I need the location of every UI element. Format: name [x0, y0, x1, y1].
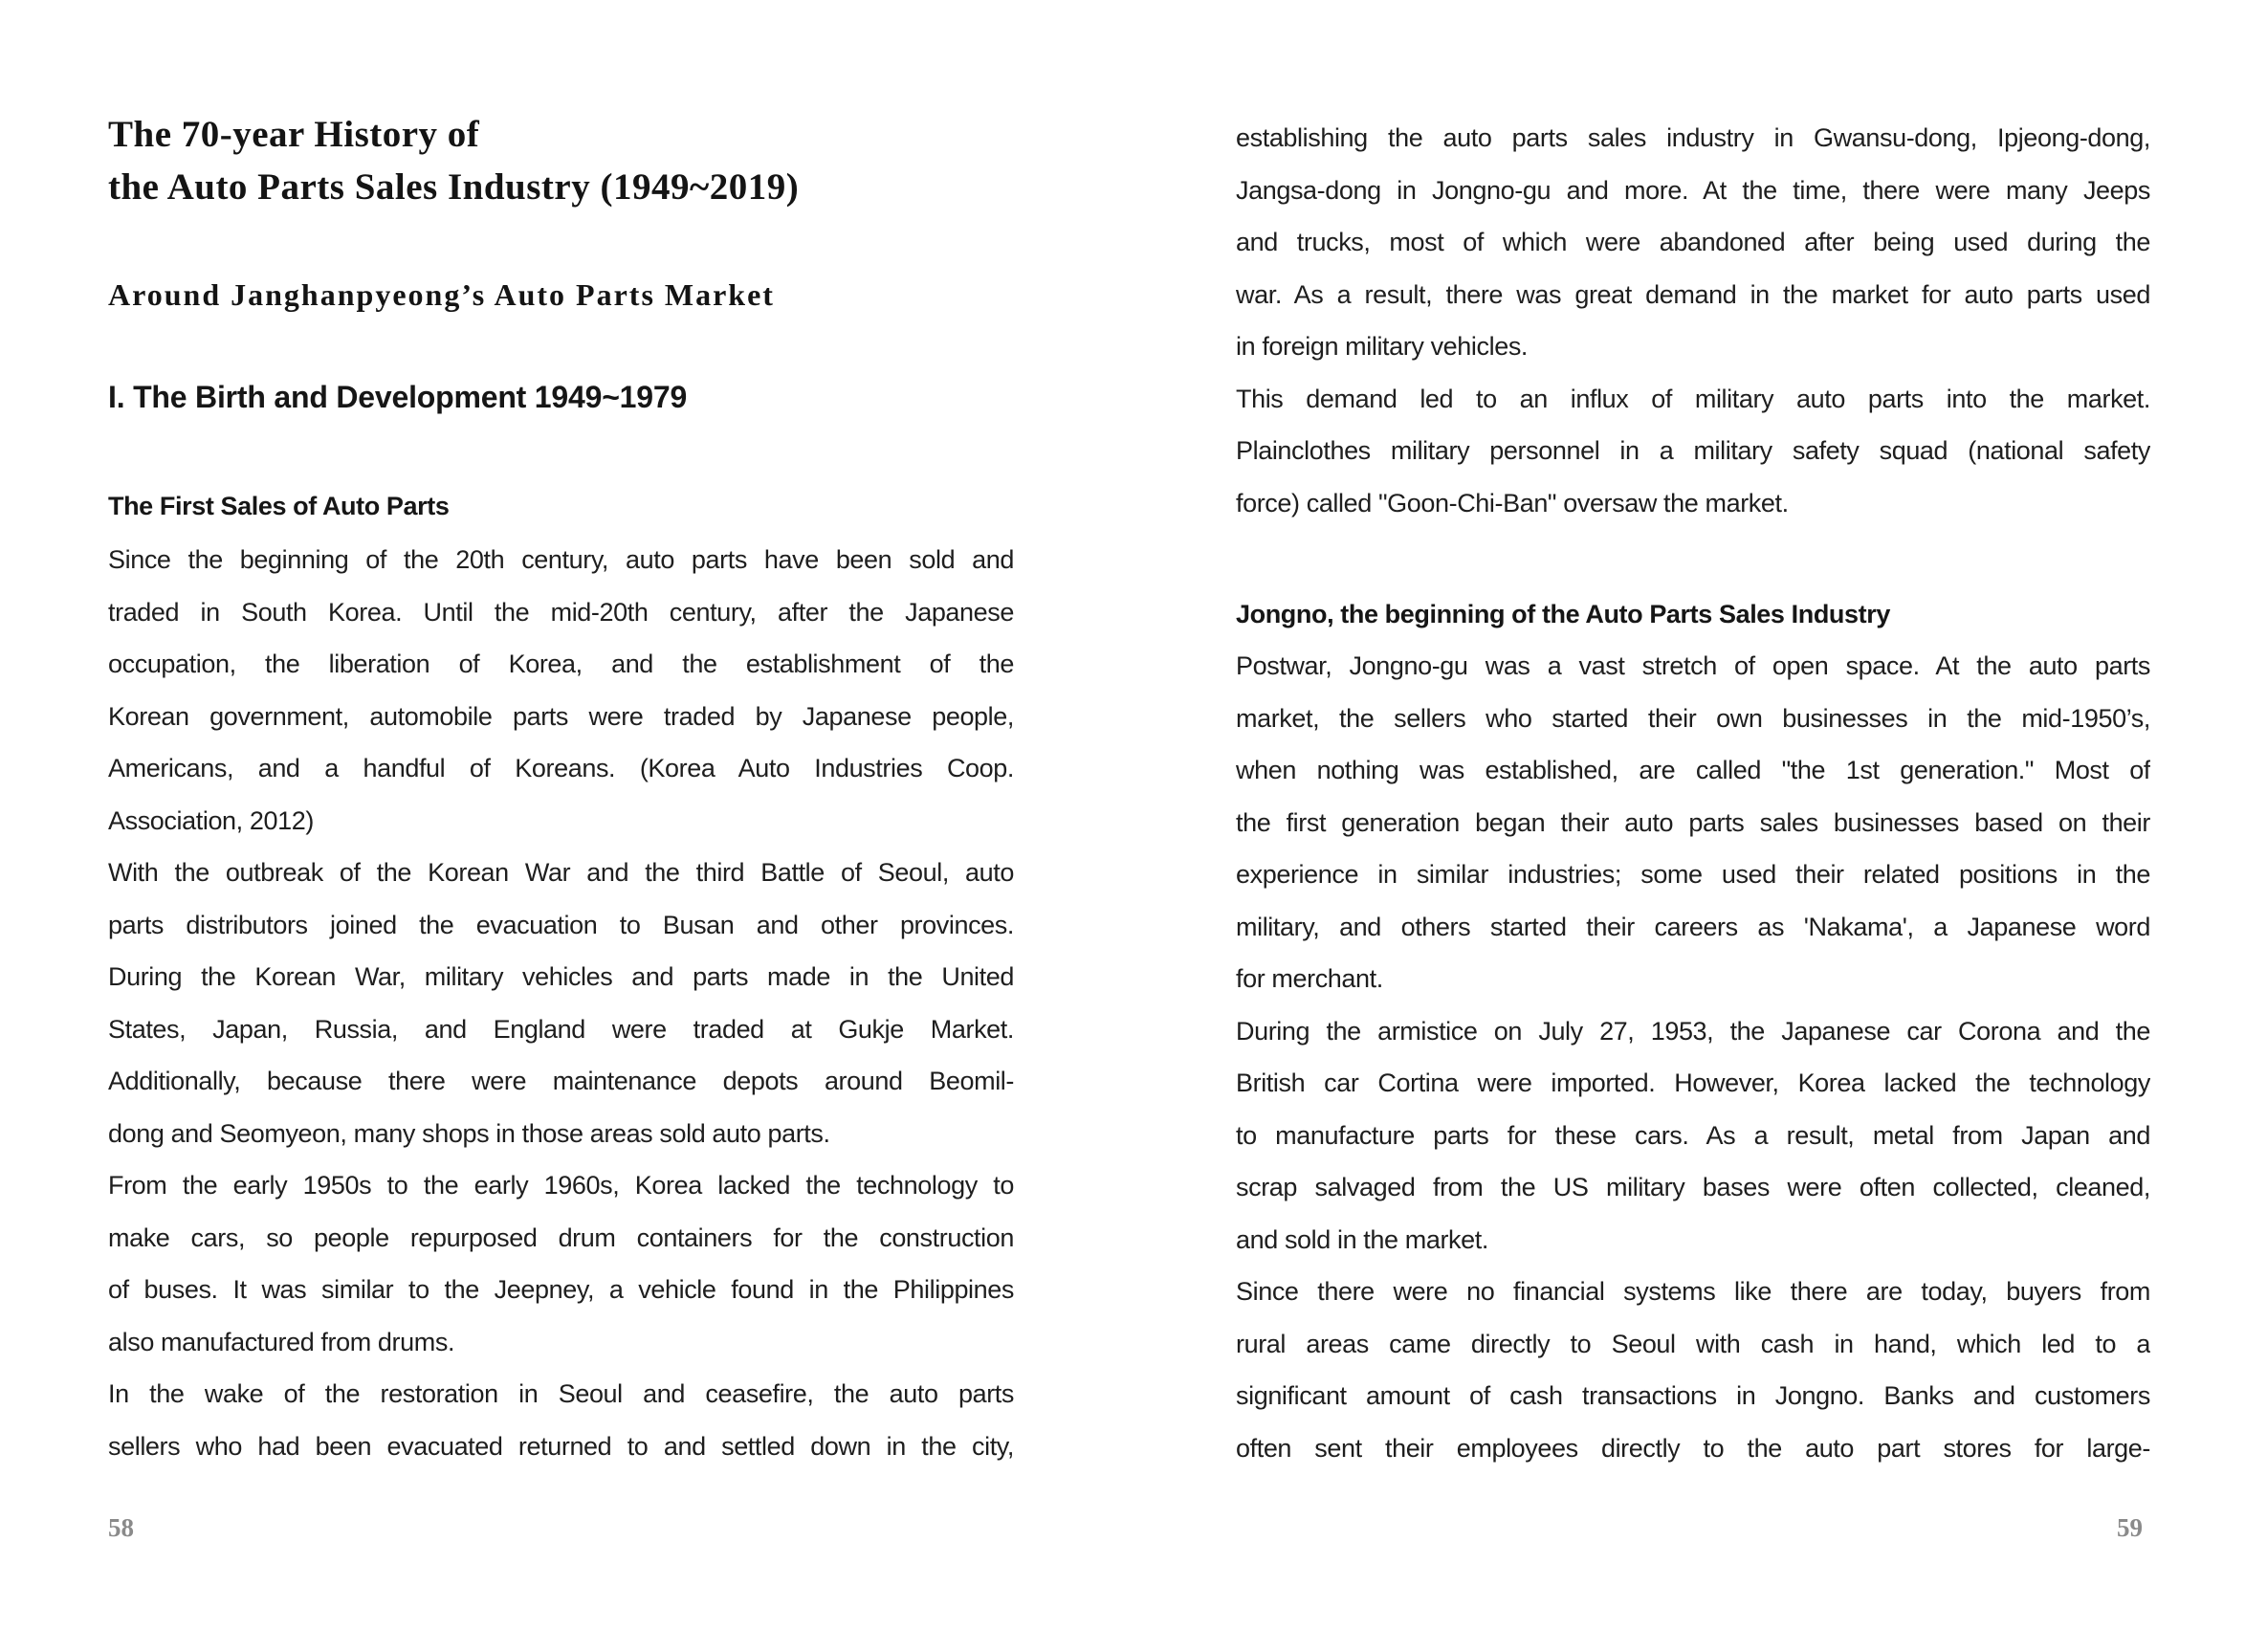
body-line: when nothing was established, are called "the 1st generation." Most of [1236, 756, 2150, 784]
body-line: From the early 1950s to the early 1960s, Korea lacked the technology to [108, 1171, 1014, 1200]
body-line: Since there were no financial systems like there are today, buyers from [1236, 1277, 2150, 1306]
body-line: of buses. It was similar to the Jeepney, a vehicle found in the Philippines [108, 1275, 1014, 1304]
body-line: the first generation began their auto parts sales businesses based on their [1236, 807, 2150, 837]
body-line: In the wake of the restoration in Seoul and ceasefire, the auto parts [108, 1379, 1014, 1408]
body-line: for merchant. [1236, 964, 1383, 993]
body-line: occupation, the liberation of Korea, and the establishment of the [108, 650, 1014, 678]
body-text-left [108, 534, 1014, 1472]
book-title [108, 108, 1014, 213]
body-line: make cars, so people repurposed drum containers for the construction [108, 1222, 1014, 1252]
body-line: force) called "Goon-Chi-Ban" oversaw the market. [1236, 488, 1789, 518]
paragraph [108, 1159, 1014, 1368]
body-line: States, Japan, Russia, and England were traded at Gukje Market. [108, 1014, 1014, 1044]
body-line: Since the beginning of the 20th century, auto parts have been sold and [108, 545, 1014, 574]
chapter-heading: I. The Birth and Development 1949~1979 [108, 380, 688, 414]
body-line: British car Cortina were imported. However, Korea lacked the technology [1236, 1068, 2150, 1097]
body-line: Korean government, automobile parts were traded by Japanese people, [108, 701, 1014, 731]
body-line: military, and others started their careers as 'Nakama', a Japanese word [1236, 912, 2150, 941]
book-title-line-2: the Auto Parts Sales Industry (1949~2019) [108, 166, 800, 208]
paragraph [108, 847, 1014, 1159]
body-line: establishing the auto parts sales industry in Gwansu-dong, Ipjeong-dong, [1236, 123, 2150, 152]
page-number-right: 59 [2117, 1513, 2143, 1542]
body-text-right-bottom [1236, 640, 2150, 1474]
subheading-first-sales: The First Sales of Auto Parts [108, 492, 450, 520]
section-title: Around Janghanpyeong’s Auto Parts Market [108, 277, 775, 312]
paragraph [1236, 112, 2150, 373]
body-line: market, the sellers who started their own businesses in the mid-1950’s, [1236, 703, 2150, 733]
body-line: traded in South Korea. Until the mid-20th century, after the Japanese [108, 597, 1014, 627]
body-line: With the outbreak of the Korean War and the third Battle of Seoul, auto [108, 858, 1014, 887]
body-line: scrap salvaged from the US military bases were often collected, cleaned, [1236, 1173, 2150, 1201]
body-line: Americans, and a handful of Koreans. (Korea Auto Industries Coop. [108, 754, 1014, 782]
body-line: Additionally, because there were maintenance depots around Beomil- [108, 1067, 1014, 1095]
body-line: also manufactured from drums. [108, 1327, 455, 1356]
body-line: to manufacture parts for these cars. As a result, metal from Japan and [1236, 1120, 2150, 1150]
subheading-jongno: Jongno, the beginning of the Auto Parts Sales Industry [1236, 600, 1890, 628]
body-line: significant amount of cash transactions in Jongno. Banks and customers [1236, 1381, 2150, 1410]
body-line: parts distributors joined the evacuation to Busan and other provinces. [108, 910, 1014, 939]
body-line: experience in similar industries; some used their related positions in the [1236, 860, 2150, 889]
body-line: rural areas came directly to Seoul with cash in hand, which led to a [1236, 1329, 2150, 1358]
body-line: Plainclothes military personnel in a military safety squad (national safety [1236, 436, 2150, 465]
body-line: Association, 2012) [108, 805, 314, 835]
book-title-line-1: The 70-year History of [108, 114, 480, 155]
body-line: sellers who had been evacuated returned to and settled down in the city, [108, 1431, 1014, 1461]
body-line: This demand led to an influx of military auto parts into the market. [1236, 384, 2150, 413]
paragraph [1236, 373, 2150, 530]
body-line: and trucks, most of which were abandoned after being used during the [1236, 228, 2150, 256]
paragraph [1236, 640, 2150, 1005]
page-left [108, 0, 1014, 1652]
body-line: Postwar, Jongno-gu was a vast stretch of open space. At the auto parts [1236, 651, 2150, 680]
body-line: During the armistice on July 27, 1953, the Japanese car Corona and the [1236, 1016, 2150, 1046]
page-right [1236, 0, 2150, 1652]
body-line: in foreign military vehicles. [1236, 332, 1529, 361]
paragraph [108, 534, 1014, 847]
body-line: often sent their employees directly to the auto part stores for large- [1236, 1433, 2150, 1463]
page-number-left: 58 [108, 1513, 134, 1542]
paragraph [1236, 1005, 2150, 1267]
paragraph [108, 1368, 1014, 1472]
body-line: and sold in the market. [1236, 1224, 1488, 1254]
body-line: During the Korean War, military vehicles and parts made in the United [108, 962, 1014, 991]
body-text-right-top [1236, 112, 2150, 529]
body-line: dong and Seomyeon, many shops in those areas sold auto parts. [108, 1118, 830, 1148]
body-line: war. As a result, there was great demand in the market for auto parts used [1236, 279, 2150, 309]
body-line: Jangsa-dong in Jongno-gu and more. At the time, there were many Jeeps [1236, 175, 2150, 205]
paragraph [1236, 1266, 2150, 1474]
